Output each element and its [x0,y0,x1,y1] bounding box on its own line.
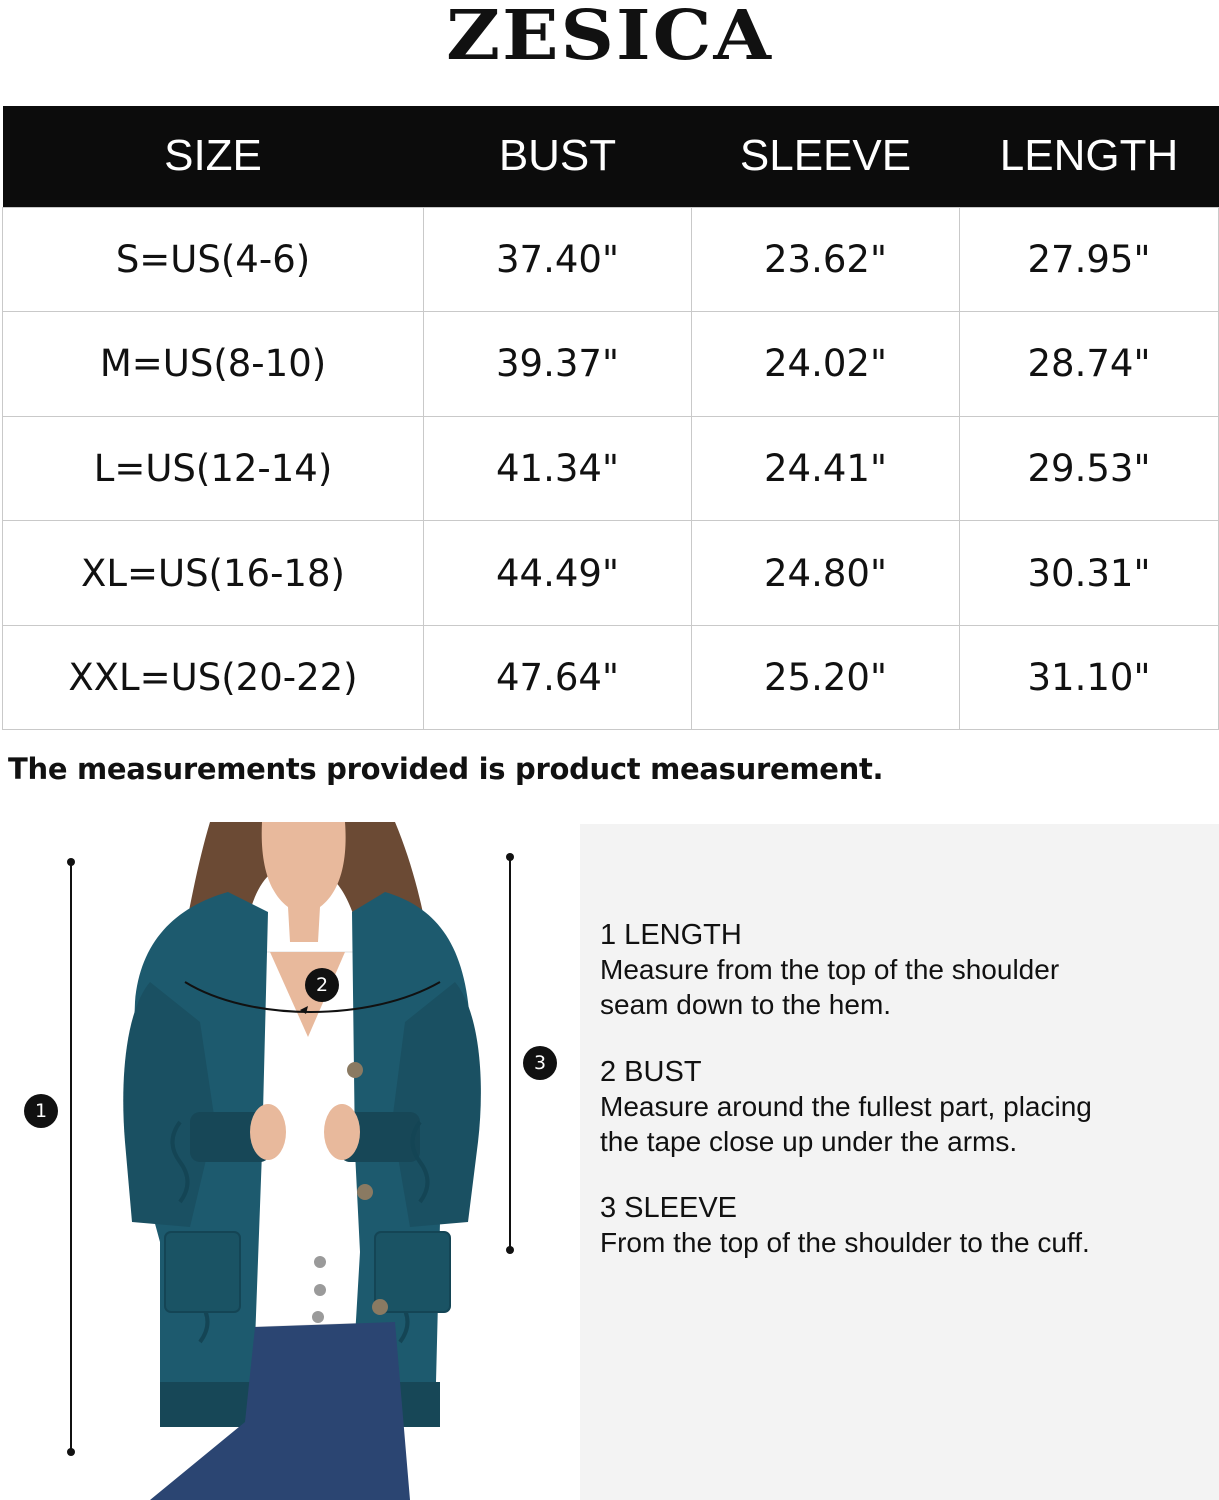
measurement-guide-panel [580,824,1219,1500]
cell-size: S=US(4-6) [3,207,424,312]
guide-sleeve [600,1191,1200,1260]
marker-1-length: 1 [24,1094,58,1128]
table-header-row [3,106,1219,207]
measurement-note: The measurements provided is product measurement. [8,752,884,786]
cell-size: M=US(8-10) [3,312,424,417]
header-bust: BUST [424,106,692,207]
guide-bust-desc-line1: Measure around the fullest part, placing [600,1091,1092,1122]
guide-length-desc-line1: Measure from the top of the shoulder [600,954,1060,985]
guide-sleeve-desc-line1: From the top of the shoulder to the cuff. [600,1227,1090,1258]
table-row [3,521,1219,626]
size-chart-table [2,106,1219,730]
cell-length: 27.95" [960,207,1219,312]
brand-logo: ZESICA [446,0,773,76]
cell-length: 29.53" [960,416,1219,521]
guide-sleeve-title: 3 SLEEVE [600,1192,738,1224]
cell-bust: 37.40" [424,207,692,312]
table-row [3,312,1219,417]
cardigan-illustration [0,822,580,1500]
marker-3-sleeve: 3 [523,1046,557,1080]
cell-sleeve: 24.80" [692,521,960,626]
marker-2-bust: 2 [305,968,339,1002]
guide-length [600,918,1200,1022]
cell-size: L=US(12-14) [3,416,424,521]
cell-size: XL=US(16-18) [3,521,424,626]
cell-length: 31.10" [960,625,1219,730]
cell-length: 28.74" [960,312,1219,417]
table-row [3,207,1219,312]
guide-bust [600,1055,1200,1159]
header-length: LENGTH [960,106,1219,207]
guide-bust-title: 2 BUST [600,1056,702,1088]
cell-sleeve: 23.62" [692,207,960,312]
cell-bust: 39.37" [424,312,692,417]
cell-bust: 44.49" [424,521,692,626]
header-sleeve: SLEEVE [692,106,960,207]
cell-bust: 47.64" [424,625,692,730]
cell-bust: 41.34" [424,416,692,521]
cell-sleeve: 25.20" [692,625,960,730]
cell-sleeve: 24.41" [692,416,960,521]
header-size: SIZE [3,106,424,207]
model-photo [0,822,580,1500]
guide-length-desc-line2: seam down to the hem. [600,989,892,1020]
cell-sleeve: 24.02" [692,312,960,417]
guide-length-title: 1 LENGTH [600,919,742,951]
guide-bust-desc-line2: the tape close up under the arms. [600,1126,1018,1157]
cell-length: 30.31" [960,521,1219,626]
table-row [3,416,1219,521]
table-row [3,625,1219,730]
cell-size: XXL=US(20-22) [3,625,424,730]
